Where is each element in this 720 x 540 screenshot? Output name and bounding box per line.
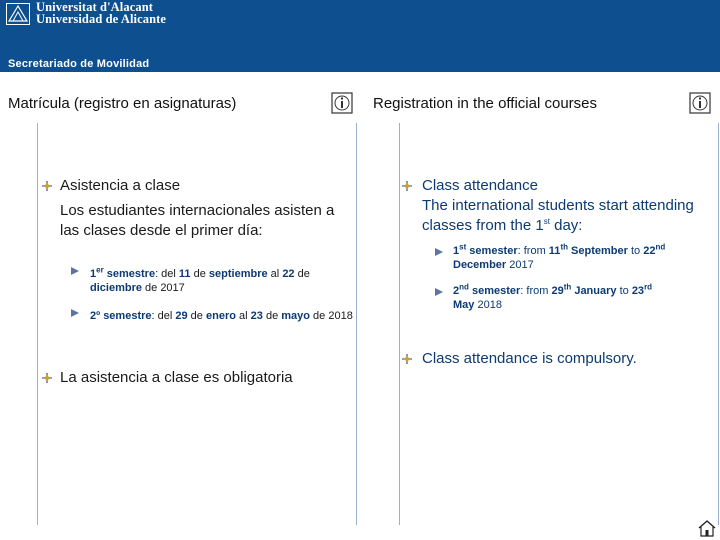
sub-bullet-arrow-icon [70,266,80,276]
sub-bullet-arrow-icon [70,308,80,318]
bullet-icon [42,373,52,383]
bullet-icon [42,181,52,191]
semester-2-dates: 2º semestre: del 29 de enero al 23 de mayo de 2018 [90,310,353,322]
bullet-icon [402,354,412,364]
university-name-valencian: Universitat d'Alacant [36,0,154,14]
university-logo-icon [6,3,30,25]
attendance-heading-en: Class attendance [422,177,538,194]
bullet-icon [402,181,412,191]
semester-2-dates-en: 2nd semester: from 29th January to 23rd May 2018 [453,282,653,311]
attendance-body-en: The international students start attending classes from the 1st day: [422,197,694,234]
home-icon[interactable] [697,519,717,537]
info-icon[interactable] [689,92,711,114]
semester-1-dates-en: 1st semester: from 11th September to 22nd December 2017 [453,242,666,271]
attendance-body: Los estudiantes internacionales asisten a las clases desde el primer día: [60,202,335,239]
page-title-spanish: Matrícula (registro en asignaturas) [8,95,237,112]
sub-bullet-arrow-icon [434,287,444,297]
department-label: Secretariado de Movilidad [8,58,150,70]
university-name-spanish: Universidad de Alicante [36,12,167,26]
sub-bullet-arrow-icon [434,247,444,257]
attendance-mandatory-en: Class attendance is compulsory. [422,350,637,367]
header-bar [0,0,720,72]
semester-1-dates: 1er semestre: del 11 de septiembre al 22 de diciembre de 2017 [90,265,310,294]
attendance-heading: Asistencia a clase [60,177,181,194]
page-title-english: Registration in the official courses [373,95,598,112]
attendance-mandatory: La asistencia a clase es obligatoria [60,369,293,386]
info-icon[interactable] [331,92,353,114]
